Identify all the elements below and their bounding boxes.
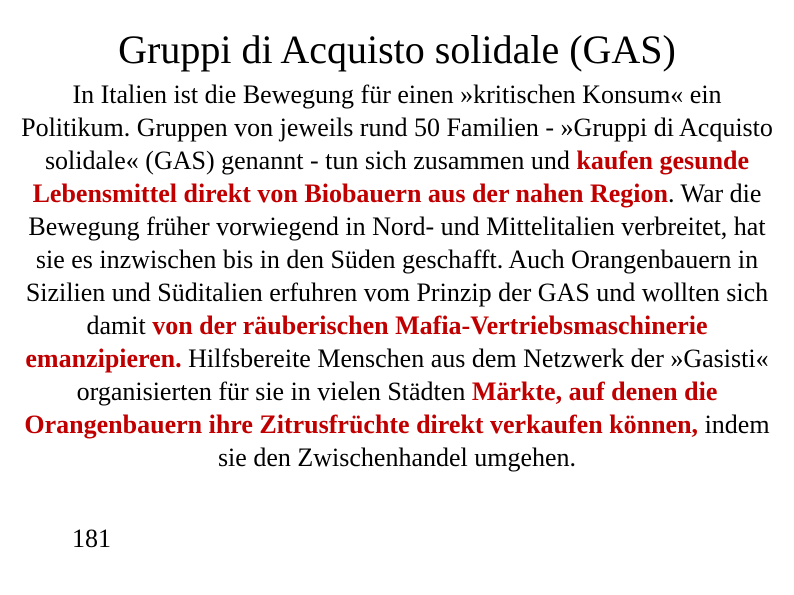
body-text: . War die Bewegung früher vorwiegend in Nord- und Mittelitalien verbreitet, hat sie es inzwischen bis in den Süden geschafft. Auch Orangenbauern in Sizilien und Süditalien erfuhren vom Prinzip der GAS und wollten sich damit: [25, 179, 769, 340]
body-text: Hilfsbereite Menschen aus dem Netzwerk der »Gasisti« organisierten für sie in vielen Städten: [76, 344, 769, 406]
highlight-text: von der räuberischen Mafia-Vertriebsmaschinerie emanzipieren.: [25, 311, 708, 373]
highlight-text: Märkte, auf denen die Orangenbauern ihre Zitrusfrüchte direkt verkaufen können,: [24, 377, 718, 439]
body-text: indem sie den Zwischenhandel umgehen.: [217, 410, 770, 472]
page-number: 181: [72, 524, 111, 553]
slide-title: Gruppi di Acquisto solidale (GAS): [118, 27, 676, 72]
body-text: In Italien ist die Bewegung für einen »kritischen Konsum« ein Politikum. Gruppen von jeweils rund 50 Familien - »Gruppi di Acquisto solidale« (GAS) genannt - tun sich zusammen und: [21, 80, 773, 175]
body-paragraph: [20, 78, 774, 474]
highlight-text: kaufen gesunde Lebensmittel direkt von Biobauern aus der nahen Region: [32, 146, 750, 208]
